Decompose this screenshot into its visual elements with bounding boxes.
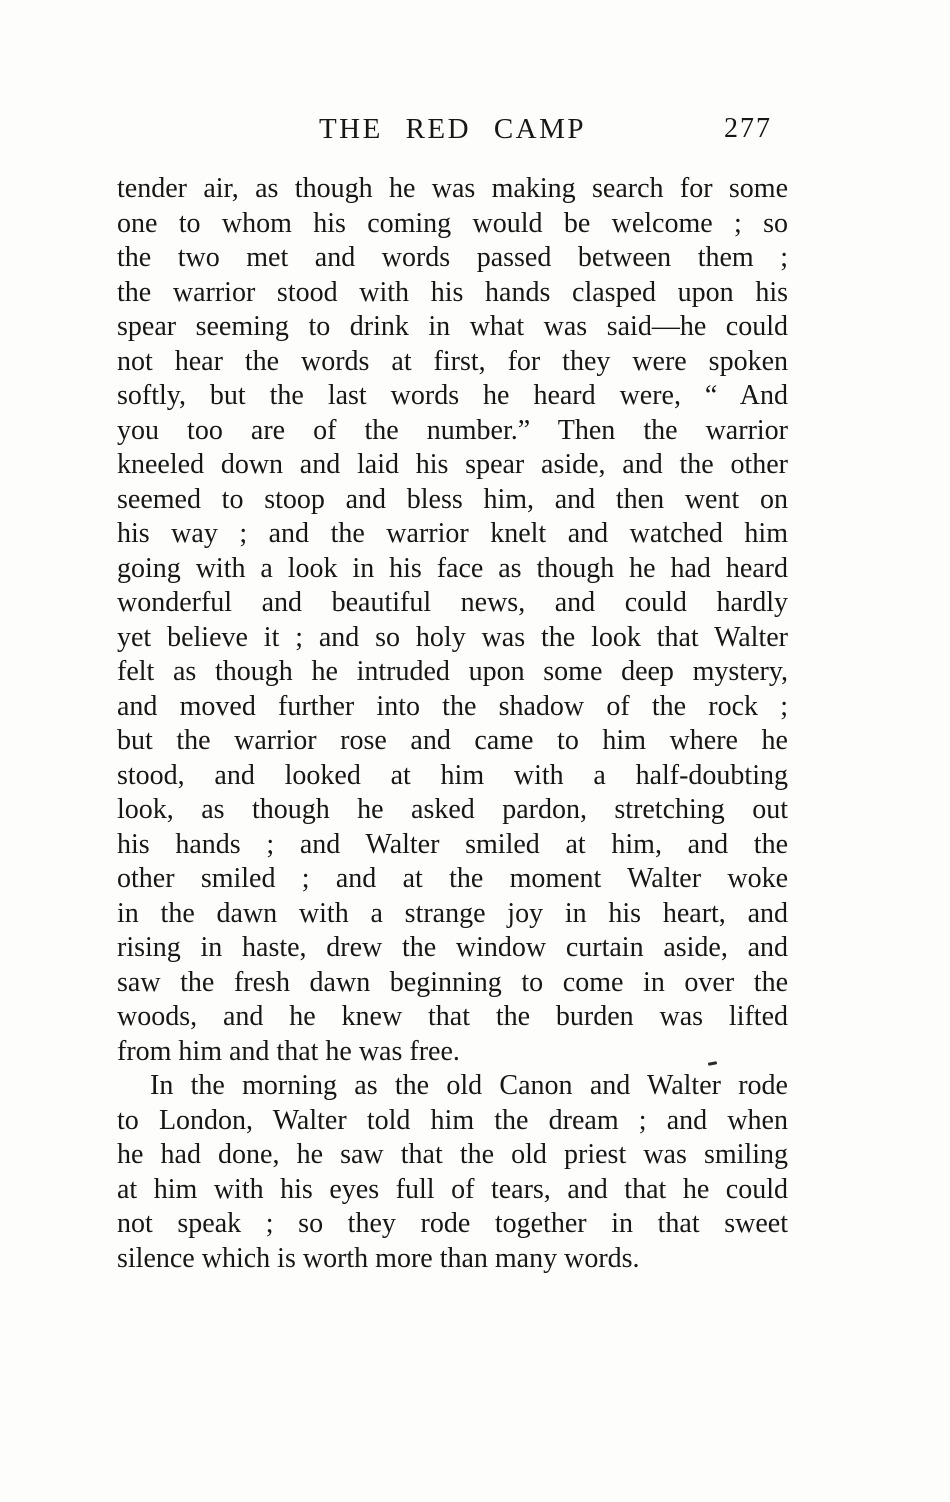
text-line: In the morning as the old Canon and Walter rode <box>150 1070 788 1101</box>
text-line: going with a look in his face as though he had heard <box>117 552 788 584</box>
text-line: in the dawn with a strange joy in his heart, and <box>117 897 788 929</box>
running-header <box>117 110 788 148</box>
text-line: wonderful and beautiful news, and could hardly <box>117 587 788 618</box>
text-line: he had done, he saw that the old priest was smiling <box>117 1139 788 1170</box>
text-line: spear seeming to drink in what was said—he could <box>117 311 788 342</box>
text-line: his hands ; and Walter smiled at him, and the <box>117 828 788 860</box>
text-block <box>117 172 788 1276</box>
text-line: at him with his eyes full of tears, and that he could <box>117 1173 788 1205</box>
text-line: saw the fresh dawn beginning to come in over the <box>117 966 788 998</box>
text-line: one to whom his coming would be welcome ; so <box>117 207 788 239</box>
text-line: the warrior stood with his hands clasped upon his <box>117 276 788 308</box>
text-line: woods, and he knew that the burden was lifted <box>117 1001 788 1032</box>
text-line: felt as though he intruded upon some deep mystery, <box>117 656 788 687</box>
text-line: other smiled ; and at the moment Walter woke <box>117 863 788 894</box>
page-number: 277 <box>724 113 772 144</box>
text-line: but the warrior rose and came to him where he <box>117 725 788 756</box>
text-line: not speak ; so they rode together in that sweet <box>117 1208 788 1239</box>
running-title: THE RED CAMP <box>318 113 587 145</box>
text-line: his way ; and the warrior knelt and watched him <box>117 518 788 549</box>
text-line: you too are of the number.” Then the warrior <box>117 414 788 446</box>
paragraph <box>117 172 788 1069</box>
paragraph <box>117 1069 788 1276</box>
text-line: and moved further into the shadow of the rock ; <box>117 690 788 722</box>
text-line: kneeled down and laid his spear aside, and the other <box>117 449 788 480</box>
text-line: from him and that he was free. <box>117 1035 460 1067</box>
text-line: to London, Walter told him the dream ; and when <box>117 1104 788 1136</box>
text-line: the two met and words passed between them ; <box>117 242 788 273</box>
text-line: yet believe it ; and so holy was the look that Walter <box>117 621 788 653</box>
text-line: seemed to stoop and bless him, and then went on <box>117 483 788 515</box>
text-line: not hear the words at first, for they were spoken <box>117 345 788 377</box>
text-line: stood, and looked at him with a half-doubting <box>117 759 788 791</box>
text-line: rising in haste, drew the window curtain aside, and <box>117 932 788 963</box>
text-line: look, as though he asked pardon, stretching out <box>117 794 788 825</box>
text-line: softly, but the last words he heard were, “ And <box>117 380 788 411</box>
text-line: silence which is worth more than many words. <box>117 1242 640 1274</box>
text-line: tender air, as though he was making search for some <box>117 173 788 204</box>
